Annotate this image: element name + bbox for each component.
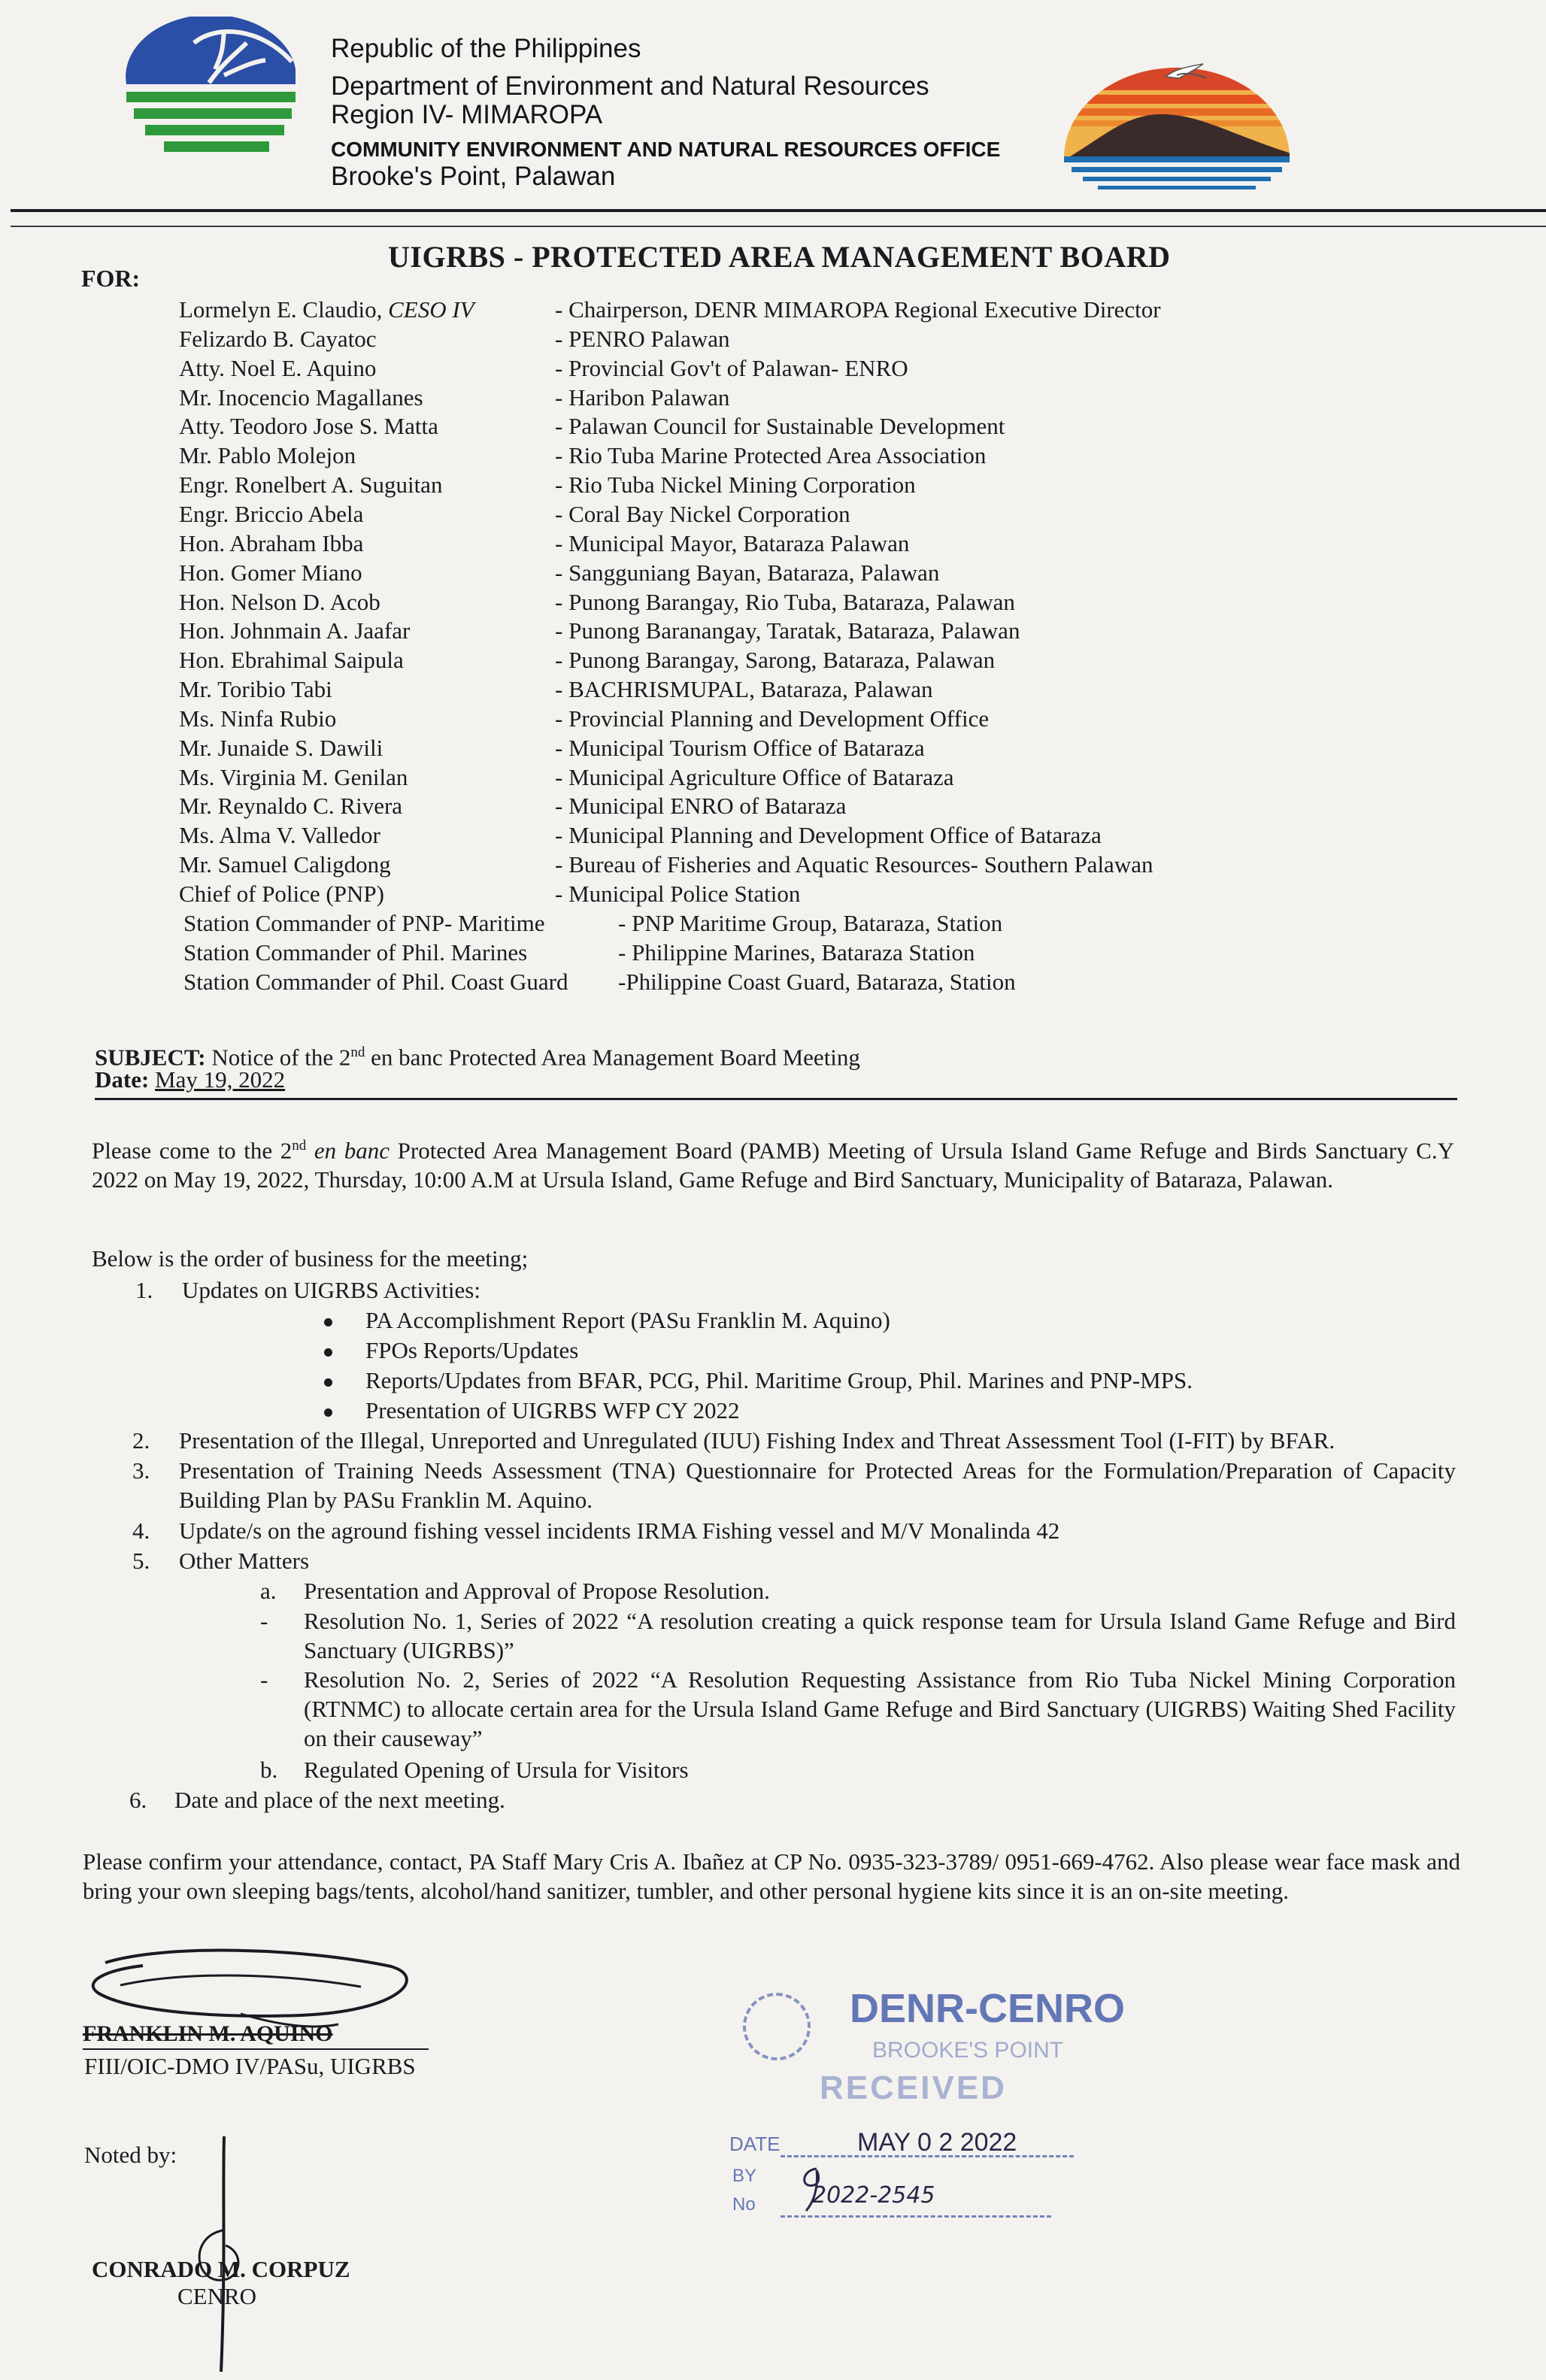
agenda-num-2: 2.: [132, 1427, 150, 1454]
recipient-role: - Rio Tuba Nickel Mining Corporation: [555, 471, 916, 499]
stamp-date-value: MAY 0 2 2022: [857, 2128, 1017, 2157]
date-line: [95, 1065, 285, 1094]
recipient-name: Engr. Briccio Abela: [179, 500, 364, 527]
recipient-role: - Rio Tuba Marine Protected Area Association: [555, 442, 987, 469]
signature-conrado: [173, 2133, 278, 2376]
subject-text-post: en banc Protected Area Management Board Meeting: [365, 1044, 860, 1071]
recipient-role: - Municipal Mayor, Bataraza Palawan: [555, 529, 910, 556]
recipient-role: - Chairperson, DENR MIMAROPA Regional Executive Director: [555, 296, 1161, 323]
denr-seal-icon: [111, 17, 307, 167]
recipient-name: Engr. Ronelbert A. Suguitan: [179, 471, 443, 499]
recipient-row: [183, 968, 1016, 996]
intro-post: Protected Area Management Board (PAMB) Meeting of Ursula Island Game Refuge and Birds Sanctuary C.Y 2022 on May 19, 2022, Thursday, 10:00 A.M at Ursula Island, Game Refuge and Bird Sanctuary, Municipality of Bataraza, Palawan.: [92, 1137, 1454, 1193]
letterhead-line-1: Republic of the Philippines: [331, 34, 641, 63]
agenda-num-4: 4.: [132, 1517, 150, 1544]
closing-paragraph: Please confirm your attendance, contact, PA Staff Mary Cris A. Ibañez at CP No. 0935-323-3789/ 0951-669-4762. Also please wear face mask and bring your own sleeping bags/tents, alcohol/hand sanitizer, tumbler, and other personal hygiene kits since it is an on-site meeting.: [83, 1848, 1460, 1904]
agenda-num-5b: b.: [260, 1757, 278, 1783]
header-rule: [11, 209, 1546, 212]
stamp-status: RECEIVED: [820, 2069, 1007, 2106]
bullet-dot: [324, 1378, 332, 1387]
agenda-resolution-2: Resolution No. 2, Series of 2022 “A Resolution Requesting Assistance from Rio Tuba Nickel Mining Corporation (RTNMC) to allocate certain area for the Ursula Island Game Refuge and Bird Sanctuary (UIGRBS) Waiting Shed Facility on their causeway”: [304, 1666, 1456, 1751]
intro-sup: nd: [292, 1138, 307, 1154]
recipient-name: Mr. Reynaldo C. Rivera: [179, 793, 403, 820]
signatory-1-title: FIII/OIC-DMO IV/PASu, UIGRBS: [84, 2053, 416, 2079]
recipient-row: [179, 588, 1015, 616]
intro-italic: en banc: [306, 1137, 390, 1164]
bullet-dot: [324, 1318, 332, 1326]
recipient-role: - Punong Baranangay, Taratak, Bataraza, Palawan: [555, 617, 1020, 644]
stamp-place: BROOKE'S POINT: [872, 2038, 1064, 2063]
bullet-dot: [324, 1408, 332, 1417]
bullet-dot: [324, 1348, 332, 1357]
subject-rule: [95, 1098, 1457, 1100]
recipient-row: [179, 822, 1102, 849]
recipient-name: Atty. Teodoro Jose S. Matta: [179, 413, 438, 440]
recipient-row: [179, 384, 730, 411]
recipient-row: [179, 617, 1020, 644]
recipient-role: - Bureau of Fisheries and Aquatic Resources- Southern Palawan: [555, 851, 1153, 878]
recipient-row: [179, 763, 954, 791]
recipient-role: - Municipal Tourism Office of Bataraza: [555, 734, 925, 761]
recipient-name: Hon. Nelson D. Acob: [179, 588, 380, 615]
recipient-name: Station Commander of PNP- Maritime: [183, 909, 545, 936]
intro-pre: Please come to the 2: [92, 1137, 293, 1164]
recipient-name: Mr. Inocencio Magallanes: [179, 384, 423, 411]
recipient-row: [179, 851, 1153, 878]
document-title: UIGRBS - PROTECTED AREA MANAGEMENT BOARD: [388, 240, 1171, 274]
agenda-bullet-2: FPOs Reports/Updates: [365, 1337, 579, 1363]
recipient-row: [179, 676, 933, 703]
recipient-row: [179, 734, 925, 762]
sunset-island-icon: [1053, 60, 1301, 196]
recipient-name: Hon. Johnmain A. Jaafar: [179, 617, 411, 644]
recipient-name: Mr. Junaide S. Dawili: [179, 734, 383, 761]
header-rule-thin: [11, 226, 1546, 227]
recipient-name-suffix: CESO IV: [388, 296, 474, 323]
dash-marker: -: [260, 1666, 268, 1693]
denr-logo: [111, 17, 307, 167]
noted-by-label: Noted by:: [84, 2142, 177, 2168]
recipient-role: - Sangguniang Bayan, Bataraza, Palawan: [555, 559, 940, 586]
stamp-date-label: DATE: [729, 2133, 781, 2155]
agenda-resolution-1: Resolution No. 1, Series of 2022 “A resolution creating a quick response team for Ursula Island Game Refuge and Bird Sanctuary (UIGRBS)”: [304, 1608, 1456, 1663]
stamp-no-label: No: [732, 2194, 756, 2215]
recipient-row: [179, 325, 730, 353]
subject-label: SUBJECT:: [95, 1044, 206, 1071]
letterhead-line-3: Region IV- MIMAROPA: [331, 100, 603, 129]
agenda-num-3: 3.: [132, 1457, 150, 1484]
signatory-2-title: CENRO: [177, 2283, 257, 2309]
recipient-row: [179, 705, 990, 732]
recipient-row: [179, 559, 940, 587]
letterhead-line-2: Department of Environment and Natural Resources: [331, 71, 929, 101]
signatory-2-name: CONRADO M. CORPUZ: [92, 2256, 350, 2282]
recipient-role: - Municipal Police Station: [555, 881, 801, 907]
recipient-name: Atty. Noel E. Aquino: [179, 354, 377, 381]
recipient-name: Station Commander of Phil. Marines: [183, 938, 528, 966]
recipient-name: Mr. Pablo Molejon: [179, 442, 356, 469]
recipient-role: - PENRO Palawan: [555, 325, 730, 352]
recipient-row: [179, 793, 847, 820]
letterhead-line-5: Brooke's Point, Palawan: [331, 162, 616, 191]
for-label: FOR:: [81, 265, 141, 292]
dash-marker: -: [260, 1608, 268, 1634]
intro-paragraph: [92, 1131, 1454, 1194]
agenda-bullet-1: PA Accomplishment Report (PASu Franklin M. Aquino): [365, 1307, 890, 1333]
recipient-name: Ms. Alma V. Valledor: [179, 822, 380, 849]
date-value: May 19, 2022: [155, 1066, 286, 1093]
agenda-item-3: Presentation of Training Needs Assessment (TNA) Questionnaire for Protected Areas for the Formulation/Preparation of Capacity Building Plan by PASu Franklin M. Aquino.: [179, 1457, 1456, 1513]
recipient-row: [179, 500, 850, 528]
agenda-item-5a: Presentation and Approval of Propose Resolution.: [304, 1578, 770, 1604]
agenda-item-5b: Regulated Opening of Ursula for Visitors: [304, 1757, 689, 1783]
recipient-name: Ms. Virginia M. Genilan: [179, 763, 408, 790]
received-stamp: [729, 1985, 1196, 2218]
letterhead-line-4: COMMUNITY ENVIRONMENT AND NATURAL RESOURCES OFFICE: [331, 138, 1001, 161]
recipient-name: Hon. Abraham Ibba: [179, 529, 364, 556]
recipient-row: [179, 471, 916, 499]
recipient-role: - Provincial Gov't of Palawan- ENRO: [555, 354, 908, 381]
stamp-initial-mark: [787, 2163, 832, 2215]
stamp-no-line: [781, 2215, 1051, 2220]
recipient-row: [179, 413, 1005, 440]
signatory-1-underline: [83, 2048, 429, 2050]
order-intro: Below is the order of business for the meeting;: [92, 1245, 529, 1272]
recipient-row: [179, 354, 908, 382]
recipient-role: - Municipal ENRO of Bataraza: [555, 793, 847, 820]
subject-sup: nd: [350, 1044, 365, 1060]
agenda-num-5: 5.: [132, 1548, 150, 1574]
agenda-bullet-4: Presentation of UIGRBS WFP CY 2022: [365, 1397, 740, 1423]
recipient-role: - Haribon Palawan: [555, 384, 730, 411]
recipient-role: - Punong Barangay, Sarong, Bataraza, Palawan: [555, 647, 996, 674]
signatory-1-name: FRANKLIN M. AQUINO: [83, 2021, 333, 2046]
recipient-role: - Palawan Council for Sustainable Development: [555, 413, 1005, 440]
recipient-role: -Philippine Coast Guard, Bataraza, Station: [618, 968, 1016, 995]
agenda-num-6: 6.: [129, 1787, 147, 1813]
recipient-name: Chief of Police (PNP): [179, 881, 384, 907]
agenda-item-5: Other Matters: [179, 1548, 310, 1574]
recipient-row: [179, 647, 996, 674]
agenda-item-1: Updates on UIGRBS Activities:: [182, 1277, 480, 1303]
recipient-name: Hon. Gomer Miano: [179, 559, 362, 586]
date-label: Date:: [95, 1066, 150, 1093]
recipient-role: - BACHRISMUPAL, Bataraza, Palawan: [555, 676, 933, 703]
recipient-role: - PNP Maritime Group, Bataraza, Station: [618, 909, 1003, 936]
agenda-bullet-3: Reports/Updates from BFAR, PCG, Phil. Maritime Group, Phil. Marines and PNP-MPS.: [365, 1367, 1193, 1393]
agenda-item-6: Date and place of the next meeting.: [174, 1787, 505, 1813]
stamp-by-label: BY: [732, 2166, 757, 2186]
recipient-role: - Municipal Planning and Development Office of Bataraza: [555, 822, 1102, 849]
agenda-num-1: 1.: [135, 1277, 153, 1303]
recipient-row: [179, 529, 910, 557]
stamp-no-value: 2022-2545: [812, 2182, 935, 2209]
recipient-row: [183, 909, 1003, 937]
recipient-role: - Coral Bay Nickel Corporation: [555, 500, 850, 527]
recipient-name: Hon. Ebrahimal Saipula: [179, 647, 404, 674]
recipient-name: Station Commander of Phil. Coast Guard: [183, 968, 568, 995]
agenda-item-2: Presentation of the Illegal, Unreported and Unregulated (IUU) Fishing Index and Threat Assessment Tool (I-FIT) by BFAR.: [179, 1427, 1335, 1454]
subject-text-pre: Notice of the 2: [211, 1044, 351, 1071]
recipient-name: Mr. Samuel Caligdong: [179, 851, 391, 878]
agenda-num-5a: a.: [260, 1578, 277, 1604]
recipient-name: Ms. Ninfa Rubio: [179, 705, 337, 732]
recipient-name: Lormelyn E. Claudio,: [179, 296, 389, 323]
recipient-role: - Municipal Agriculture Office of Bataraza: [555, 763, 954, 790]
recipient-role: - Provincial Planning and Development Office: [555, 705, 990, 732]
recipient-name: Mr. Toribio Tabi: [179, 676, 332, 703]
recipient-name: Felizardo B. Cayatoc: [179, 325, 377, 352]
recipient-row: [183, 938, 975, 966]
stamp-office: DENR-CENRO: [850, 1986, 1126, 2031]
recipient-row: [179, 296, 1161, 323]
recipient-role: - Philippine Marines, Bataraza Station: [618, 938, 975, 966]
cenro-logo: [1053, 60, 1301, 196]
stamp-seal: [743, 1993, 811, 2060]
recipient-row: [179, 881, 801, 908]
agenda-item-4: Update/s on the aground fishing vessel incidents IRMA Fishing vessel and M/V Monalinda 42: [179, 1517, 1060, 1544]
recipient-role: - Punong Barangay, Rio Tuba, Bataraza, Palawan: [555, 588, 1015, 615]
recipient-row: [179, 442, 987, 469]
